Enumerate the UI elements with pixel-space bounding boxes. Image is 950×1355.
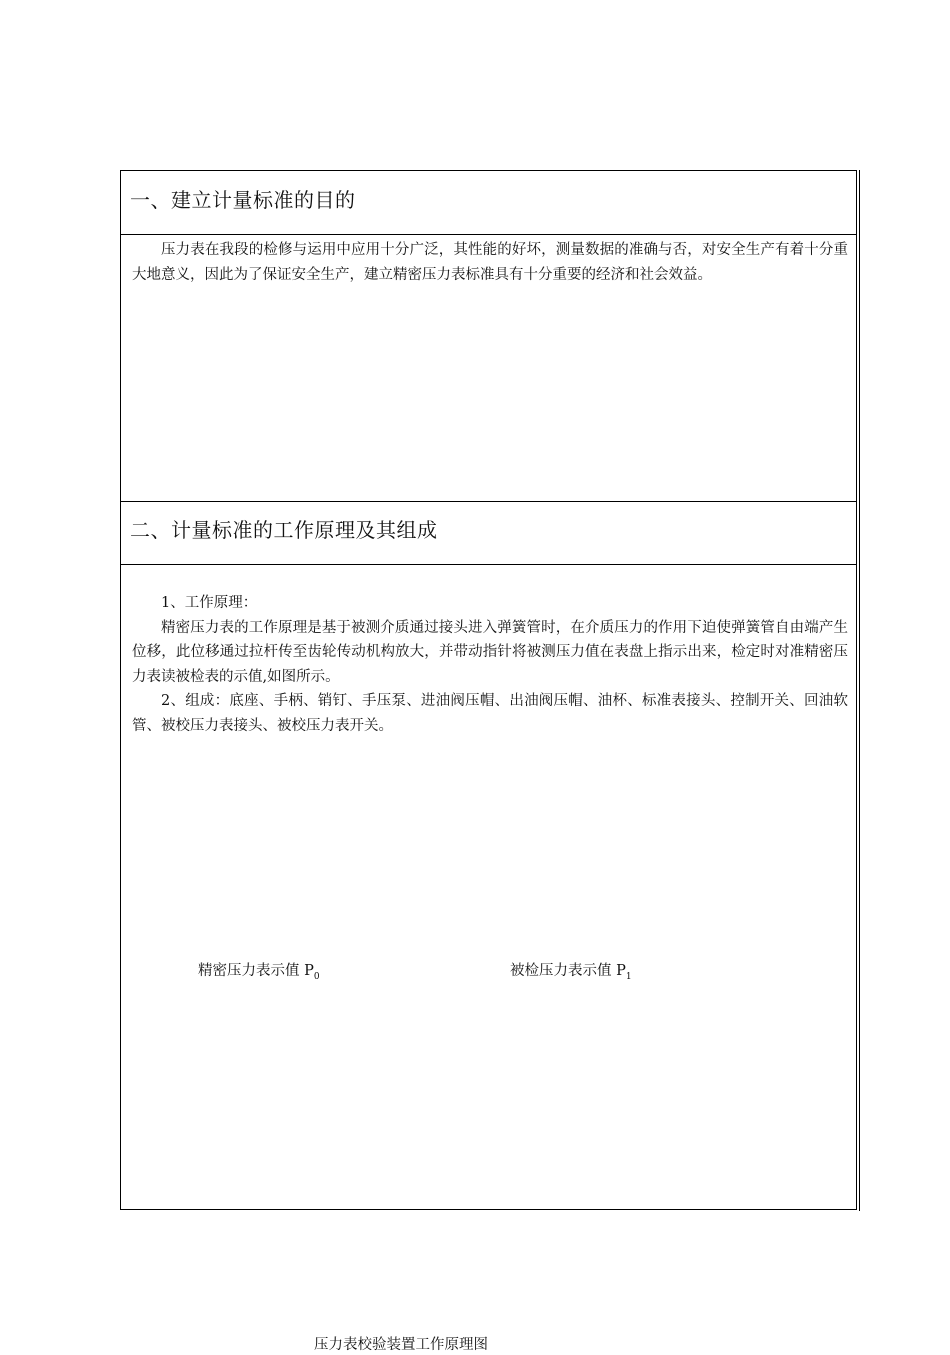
standard-gauge-label-text: 精密压力表示值 P bbox=[198, 963, 314, 979]
principle-text: 精密压力表的工作原理是基于被测介质通过接头进入弹簧管时，在介质压力的作用下迫使弹簧管自由端产生位移，此位移通过拉杆传至齿轮传动机构放大，并带动指针将被测压力值在表盘上指示出来，检定时对准精密压力表读被检表的示值,如图所示。 bbox=[132, 619, 848, 685]
tested-gauge-label-text: 被检压力表示值 P bbox=[510, 963, 626, 979]
section2-heading: 二、计量标准的工作原理及其组成 bbox=[130, 518, 438, 542]
section1-body-row bbox=[121, 235, 856, 502]
principle-title: 1、工作原理： bbox=[161, 595, 258, 611]
section2-body-row bbox=[121, 565, 856, 1353]
section1-heading: 一、建立计量标准的目的 bbox=[130, 188, 356, 212]
section1-heading-row bbox=[121, 171, 856, 235]
figure-caption: 压力表校验装置工作原理图 bbox=[314, 1337, 488, 1353]
standard-gauge-label bbox=[198, 961, 320, 987]
composition-text: 2、组成：底座、手柄、销钉、手压泵、进油阀压帽、出油阀压帽、油杯、标准表接头、控制开关、回油软管、被校压力表接头、被校压力表开关。 bbox=[132, 693, 848, 734]
tested-gauge-label bbox=[510, 961, 632, 987]
form-table bbox=[120, 170, 857, 1353]
standard-gauge-label-subscript: 0 bbox=[313, 972, 320, 982]
section1-paragraph: 压力表在我段的检修与运用中应用十分广泛，其性能的好坏，测量数据的准确与否，对安全生产有着十分重大地意义，因此为了保证安全生产，建立精密压力表标准具有十分重要的经济和社会效益。 bbox=[132, 242, 848, 283]
tested-gauge-label-subscript: 1 bbox=[625, 972, 632, 982]
table-double-border bbox=[859, 170, 860, 1211]
section2-heading-row bbox=[121, 502, 856, 565]
